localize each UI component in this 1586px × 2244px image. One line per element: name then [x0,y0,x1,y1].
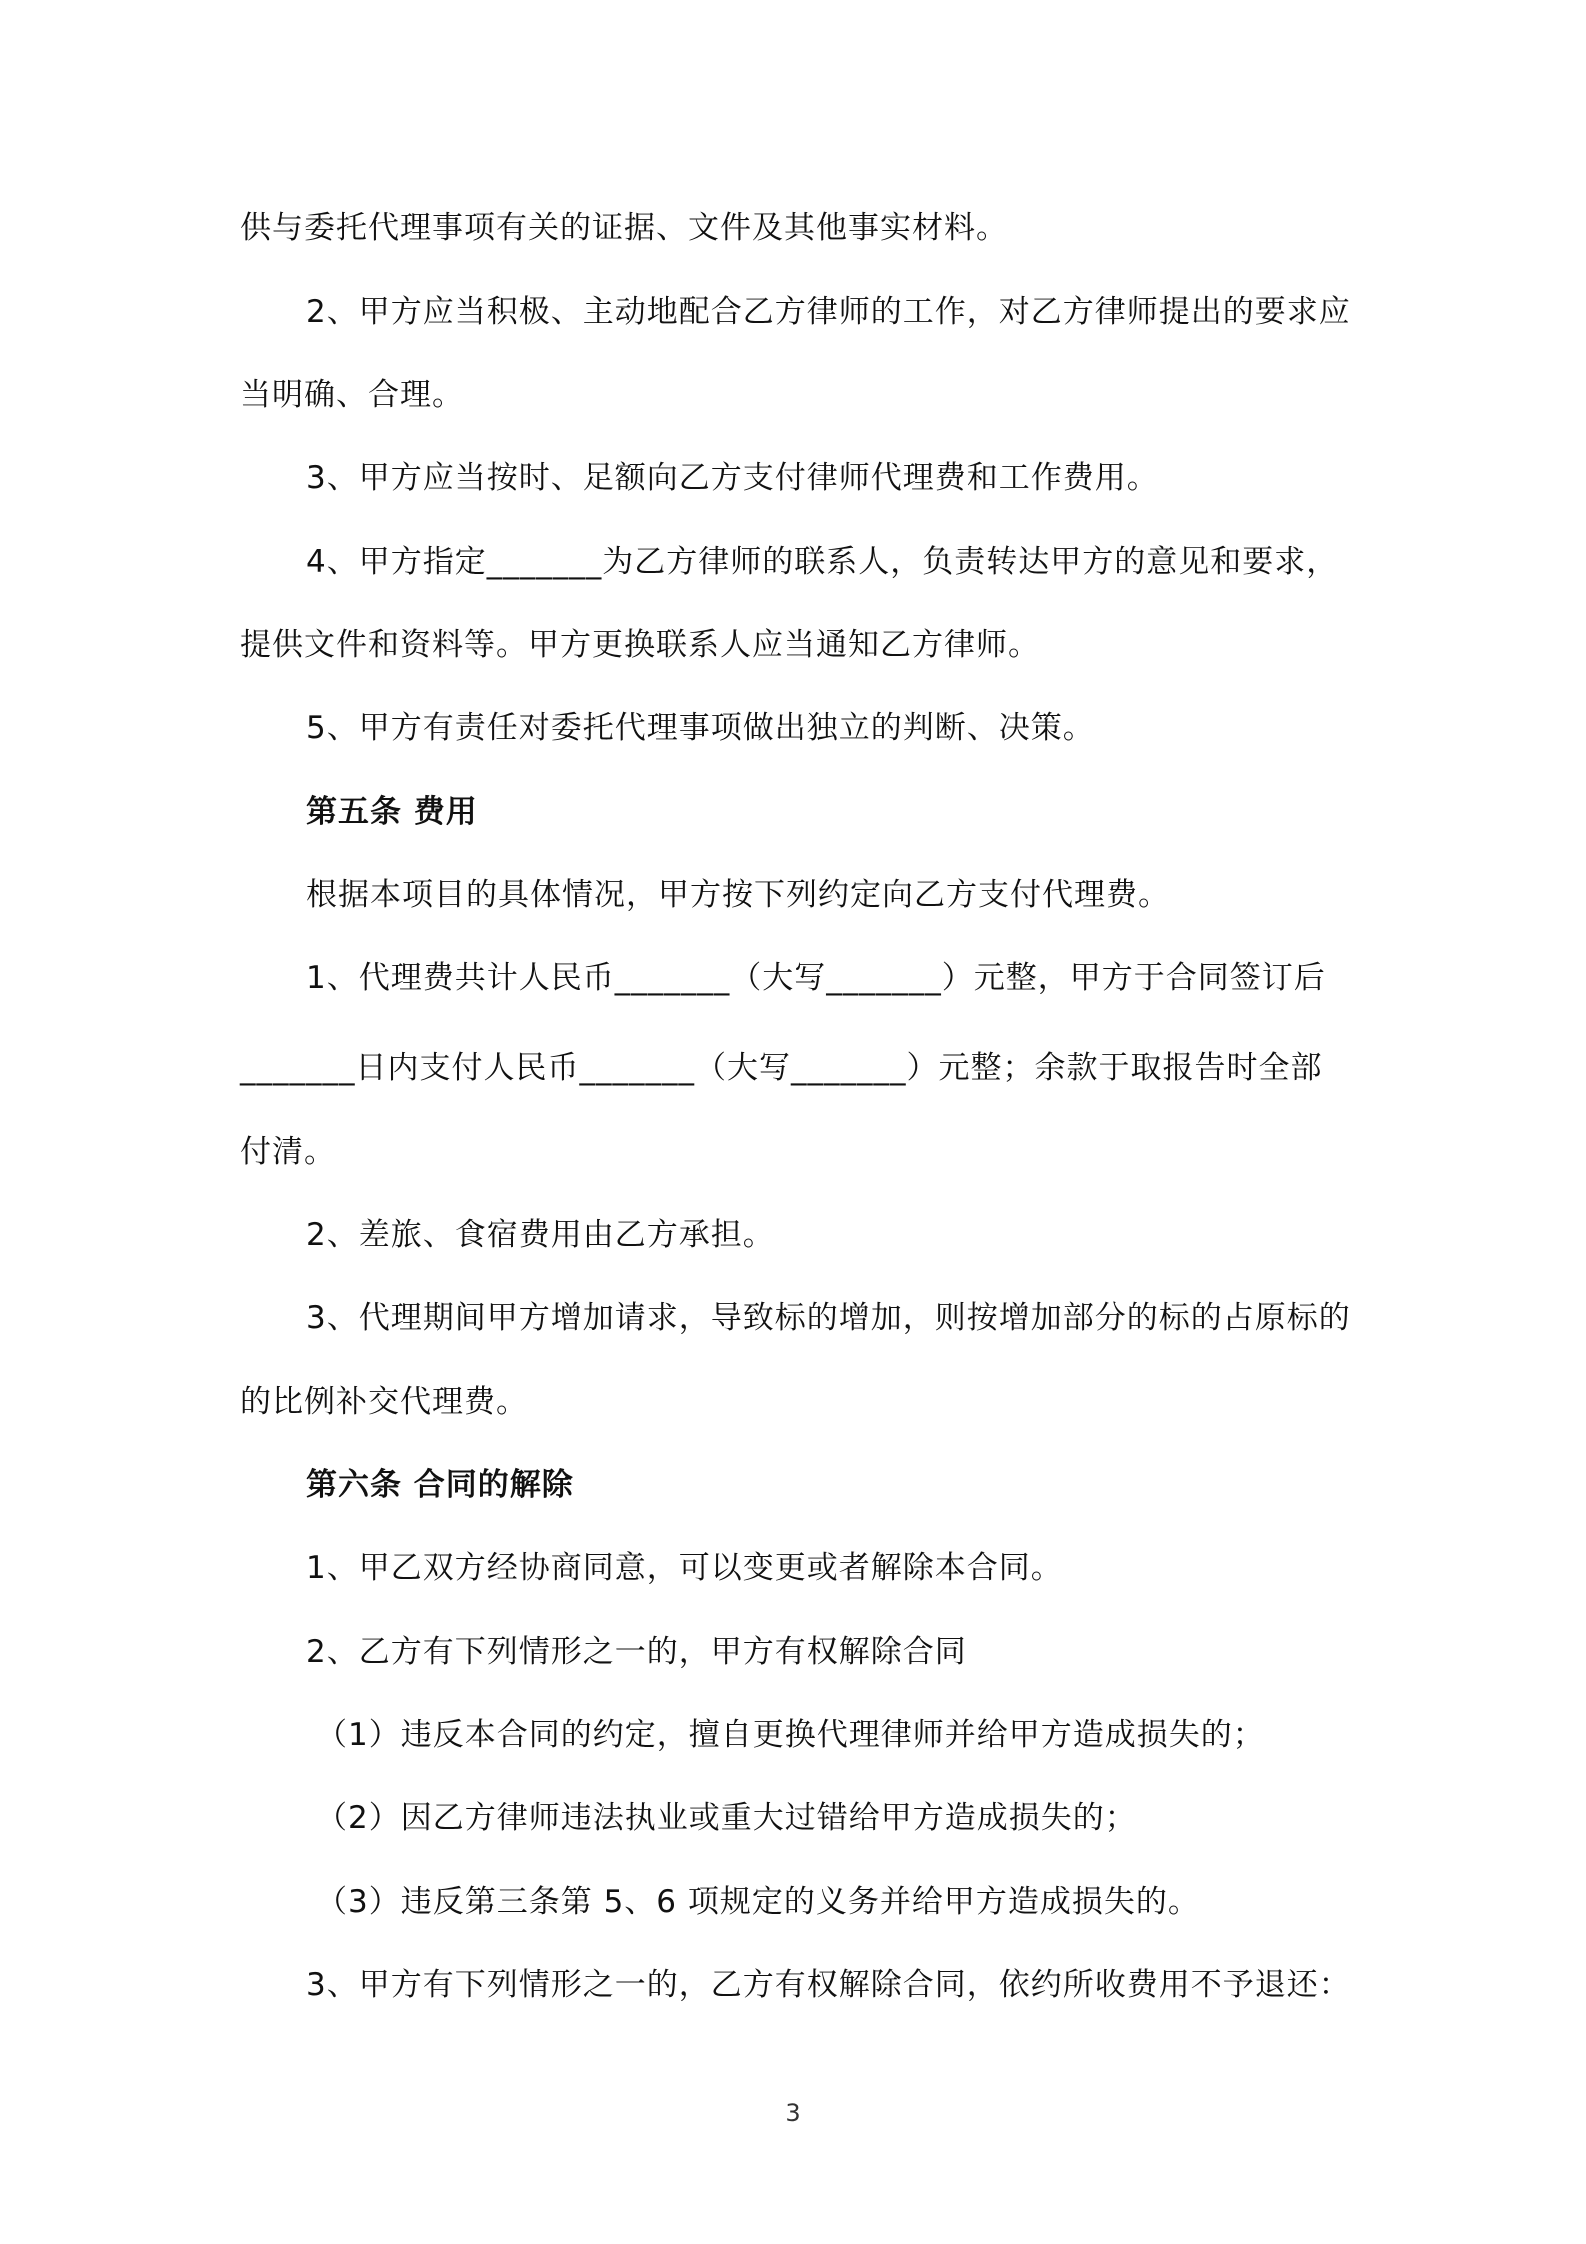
text-line: 3、甲方有下列情形之一的，乙方有权解除合同，依约所收费用不予退还： [306,1967,1351,2003]
text-line: 付清。 [240,1134,336,1170]
text-line: 5、甲方有责任对委托代理事项做出独立的判断、决策。 [306,710,1095,746]
page-number: 3 [785,2099,801,2127]
text-line: 的比例补交代理费。 [240,1384,528,1420]
text-line: 根据本项目的具体情况，甲方按下列约定向乙方支付代理费。 [306,877,1170,913]
text-line: 3、代理期间甲方增加请求，导致标的增加，则按增加部分的标的占原标的 [306,1300,1351,1336]
text-line: 4、甲方指定_______为乙方律师的联系人，负责转达甲方的意见和要求， [306,544,1339,580]
text-line: （2）因乙方律师违法执业或重大过错给甲方造成损失的； [316,1800,1137,1836]
text-line: （1）违反本合同的约定，擅自更换代理律师并给甲方造成损失的； [316,1717,1265,1753]
text-line: 提供文件和资料等。甲方更换联系人应当通知乙方律师。 [240,627,1040,663]
text-line: 2、差旅、食宿费用由乙方承担。 [306,1217,775,1253]
text-line: 供与委托代理事项有关的证据、文件及其他事实材料。 [240,210,1008,246]
text-line: 当明确、合理。 [240,377,464,413]
text-line: 2、甲方应当积极、主动地配合乙方律师的工作，对乙方律师提出的要求应 [306,294,1351,330]
text-line: （3）违反第三条第 5、6 项规定的义务并给甲方造成损失的。 [316,1884,1200,1920]
section-heading: 第五条 费用 [306,794,478,830]
text-line: 1、代理费共计人民币_______（大写_______）元整，甲方于合同签订后 [306,960,1326,996]
text-line: 2、乙方有下列情形之一的，甲方有权解除合同 [306,1634,967,1670]
text-line: _______日内支付人民币_______（大写_______）元整；余款于取报告时全部 [240,1050,1323,1086]
section-heading: 第六条 合同的解除 [306,1467,574,1503]
text-line: 1、甲乙双方经协商同意，可以变更或者解除本合同。 [306,1550,1063,1586]
text-line: 3、甲方应当按时、足额向乙方支付律师代理费和工作费用。 [306,460,1159,496]
